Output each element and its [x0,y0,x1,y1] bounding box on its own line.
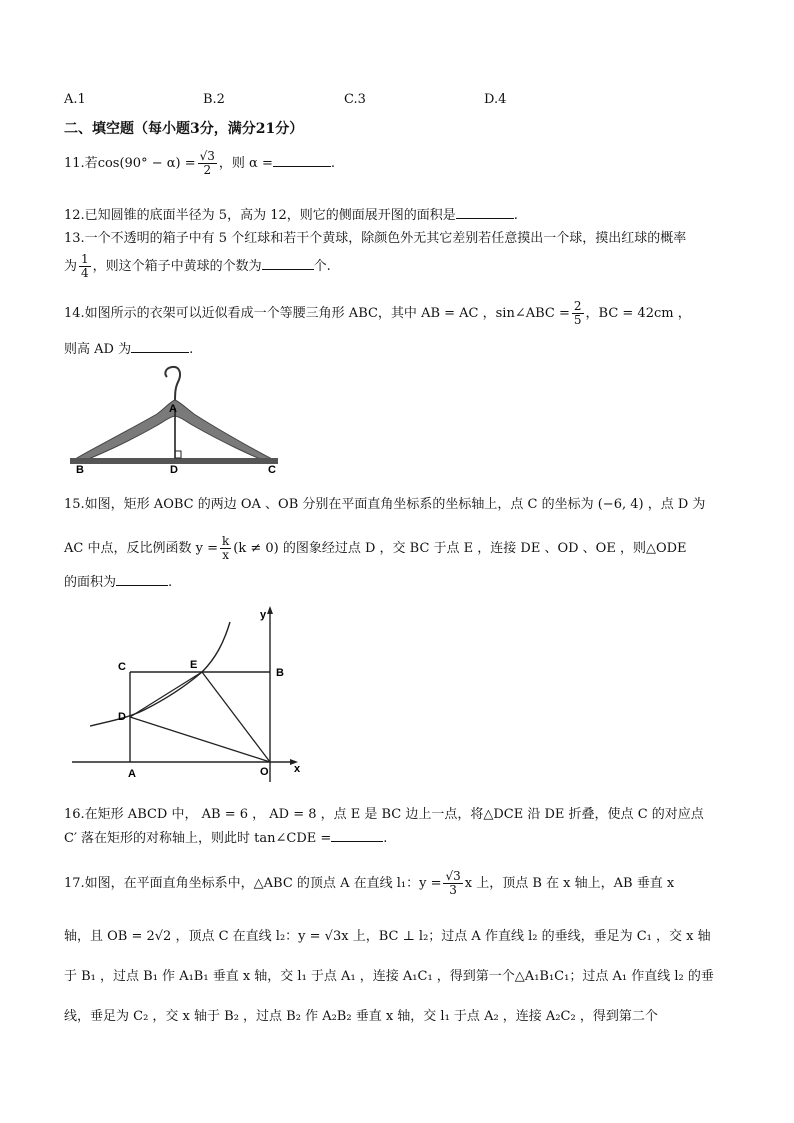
question-16-line2: C′ 落在矩形的对称轴上，则此时 tan∠CDE = . [64,831,388,846]
hanger-figure [62,362,284,474]
option-a: A.1 [64,92,86,107]
q11-prefix: 11.若 [64,156,98,171]
question-11: 11.若cos(90° − α) = $\frac{√3}{2}$ ，则 α = . [64,149,335,177]
answer-blank[interactable] [262,269,314,270]
hanger-label-d: D [170,464,178,474]
question-14-line2: 则高 AD 为 . [64,342,194,357]
point-label-o: O [260,766,269,778]
hanger-label-b: B [76,464,84,474]
q11-suffix: ，则 α = [218,156,273,171]
question-15-line3: 的面积为 . [64,575,173,590]
q11-expression: cos(90° − α) = [97,156,196,171]
question-17-line1: 17.如图，在平面直角坐标系中，△ABC 的顶点 A 在直线 l₁：y = $\frac{√3}{3}$ x 上，顶点 B 在 x 轴上，AB 垂直 x [64,869,675,897]
question-17-line2: 轴，且 OB = 2√2 ，顶点 C 在直线 l₂：y = √3x 上，BC ⊥ l₂；过点 A 作直线 l₂ 的垂线，垂足为 C₁ ，交 x 轴 [64,929,711,944]
q14-fraction: $\frac{2}{5}$ [573,299,582,327]
question-17-line4: 线，垂足为 C₂ ，交 x 轴于 B₂ ，过点 B₂ 作 A₂B₂ 垂直 x 轴，交 l₁ 于点 A₂ ，连接 A₂C₂ ，得到第二个 [64,1009,658,1024]
answer-blank[interactable] [116,585,168,586]
option-b: B.2 [203,92,225,107]
question-14-line1: 14.如图所示的衣架可以近似看成一个等腰三角形 ABC，其中 AB = AC ，sin∠ABC = $\frac{2}{5}$ ，BC = 42cm ， [64,299,691,327]
question-12: 12.已知圆锥的底面半径为 5，高为 12，则它的侧面展开图的面积是 . [64,208,518,223]
point-label-e: E [190,659,198,671]
point-label-c: C [118,661,126,673]
answer-blank[interactable] [273,166,331,167]
question-16-line1: 16.在矩形 ABCD 中， AB = 6 ， AD = 8 ，点 E 是 BC 边上一点，将△DCE 沿 DE 折叠，使点 C 的对应点 [64,807,704,822]
question-15-line2: AC 中点，反比例函数 y = $\frac{k}{x}$ (k ≠ 0) 的图象经过点 D ，交 BC 于点 E ，连接 DE 、OD 、OE ，则△ODE [64,534,687,562]
answer-blank[interactable] [131,352,189,353]
section-title: 二、填空题（每小题3分，满分21分） [64,121,304,137]
option-d: D.4 [484,92,507,107]
q11-fraction: $\frac{√3}{2}$ [199,149,215,177]
answer-blank[interactable] [456,218,514,219]
q13-fraction: $\frac{1}{4}$ [81,252,89,280]
question-13-line1: 13.一个不透明的箱子中有 5 个红球和若干个黄球，除颜色外无其它差别若任意摸出一个球，摸出红球的概率 [64,231,687,246]
option-c: C.3 [344,92,366,107]
question-17-line3: 于 B₁ ，过点 B₁ 作 A₁B₁ 垂直 x 轴，交 l₁ 于点 A₁ ，连接 A₁C₁ ，得到第一个△A₁B₁C₁；过点 A₁ 作直线 l₂ 的垂 [64,969,714,984]
axis-label-x: x [294,763,301,775]
coordinate-figure [72,604,312,788]
hanger-label-c: C [268,464,276,474]
answer-blank[interactable] [331,841,383,842]
question-15-line1: 15.如图，矩形 AOBC 的两边 OA 、OB 分别在平面直角坐标系的坐标轴上，点 C 的坐标为 (−6, 4) ，点 D 为 [64,497,706,512]
point-label-d: D [118,711,126,723]
axis-label-y: y [260,609,267,621]
question-13-line2: 为 $\frac{1}{4}$ ，则这个箱子中黄球的个数为 个. [64,252,331,280]
q12-text: 12.已知圆锥的底面半径为 5，高为 12，则它的侧面展开图的面积是 [64,208,456,223]
q17-fraction: $\frac{√3}{3}$ [445,869,461,897]
point-label-a: A [128,768,136,780]
point-label-b: B [276,667,284,679]
hanger-label-a: A [169,403,177,415]
q15-fraction: $\frac{k}{x}$ [221,534,230,562]
